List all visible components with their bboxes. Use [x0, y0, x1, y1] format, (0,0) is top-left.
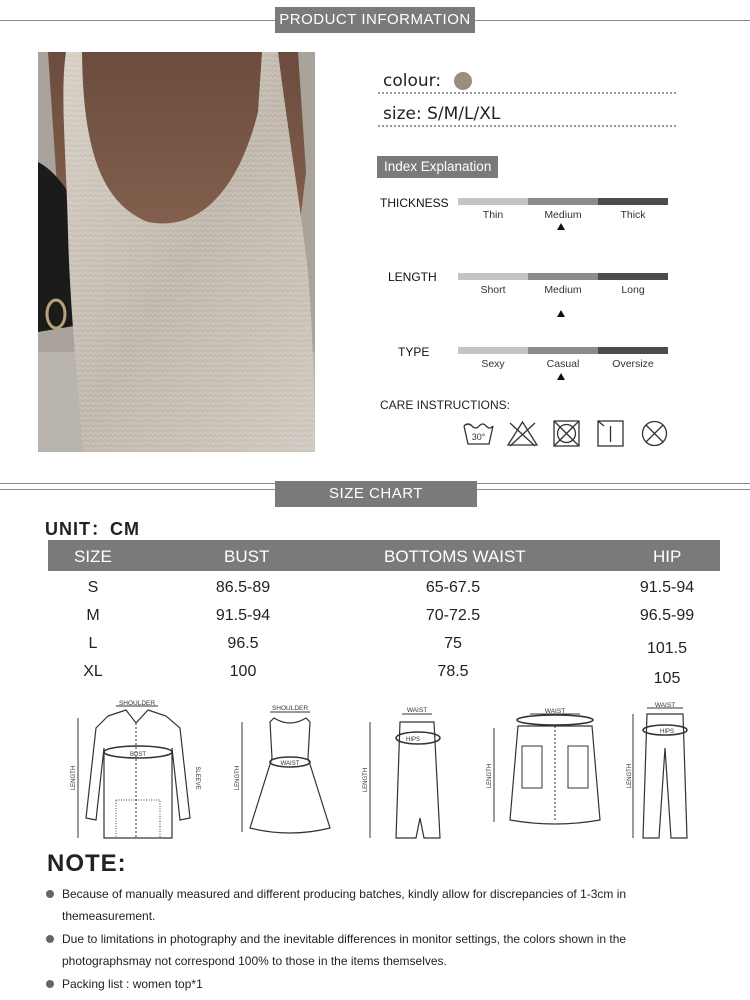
- size-row: [383, 104, 500, 124]
- table-row: [48, 635, 720, 663]
- type-bar: [458, 347, 668, 354]
- length-label-medium: Medium: [544, 284, 582, 296]
- note-text: Packing list : women top*1: [62, 977, 203, 991]
- size-divider: [378, 125, 676, 127]
- type-label-casual: Casual: [546, 358, 580, 370]
- skirt-diagram: [358, 698, 458, 848]
- length-title: LENGTH: [388, 270, 437, 284]
- cell-size: S: [87, 579, 99, 596]
- thickness-label-medium: Medium: [544, 209, 582, 221]
- colour-row: [383, 71, 472, 91]
- table-row: [48, 579, 720, 607]
- cell-size: L: [88, 635, 98, 652]
- colour-label: colour:: [383, 71, 442, 91]
- dress-shoulder-label: SHOULDER: [271, 705, 309, 712]
- thickness-labels: [458, 209, 668, 221]
- cell-bust: 100: [229, 663, 257, 680]
- skirt-hips-label: HIPS: [405, 737, 421, 743]
- length-labels: [458, 284, 668, 296]
- unit-label: UNIT：CM: [45, 519, 140, 539]
- cell-hip: 91.5-94: [639, 579, 695, 596]
- sleeve-label: SLEEVE: [194, 766, 200, 790]
- header-hip: HIP: [653, 547, 682, 566]
- wash-30-icon: [462, 418, 495, 448]
- pants-waist-label: WAIST: [654, 702, 676, 709]
- cell-waist: 75: [444, 635, 462, 652]
- length-label-long: Long: [621, 284, 645, 296]
- cell-hip: 96.5-99: [639, 607, 695, 624]
- skirt-length-label: LENGTH: [363, 767, 369, 793]
- cell-waist: 65-67.5: [425, 579, 481, 596]
- denim-length-label: LENGTH: [487, 763, 493, 789]
- type-label-sexy: Sexy: [481, 358, 505, 370]
- no-dry-clean-icon: [638, 418, 671, 448]
- thickness-title: THICKNESS: [380, 196, 449, 210]
- thickness-label-thin: Thin: [482, 209, 504, 221]
- cell-waist: 78.5: [437, 663, 469, 680]
- product-photo: [38, 52, 315, 452]
- header-bust: BUST: [224, 547, 270, 566]
- cell-bust: 91.5-94: [215, 607, 271, 624]
- denim-waist-label: WAIST: [544, 708, 566, 715]
- product-photo-illustration: [38, 52, 315, 452]
- colour-divider: [378, 92, 676, 94]
- index-explanation-label: Index Explanation: [377, 156, 498, 178]
- table-row: [48, 663, 720, 691]
- colour-swatch[interactable]: [454, 72, 472, 90]
- note-title: NOTE:: [47, 850, 127, 877]
- dress-length-label: LENGTH: [235, 765, 241, 791]
- cell-hip: 101.5: [646, 640, 688, 657]
- type-marker: [557, 373, 565, 380]
- length-bar: [458, 273, 668, 280]
- care-icons: [462, 418, 671, 448]
- size-label: size:: [383, 104, 422, 124]
- size-table-header: [48, 540, 720, 571]
- no-tumble-dry-icon: [550, 418, 583, 448]
- pants-length-label: LENGTH: [627, 763, 633, 789]
- note-item: [46, 928, 706, 972]
- pants-hips-label: HIPS: [659, 729, 675, 735]
- size-chart-banner: SIZE CHART: [275, 481, 477, 507]
- cell-waist: 70-72.5: [425, 607, 481, 624]
- jacket-diagram: [68, 698, 213, 848]
- thickness-label-thick: Thick: [620, 209, 646, 221]
- cell-bust: 96.5: [227, 635, 259, 652]
- pants-diagram: [625, 698, 695, 848]
- thickness-bar: [458, 198, 668, 205]
- cell-size: XL: [83, 663, 103, 680]
- care-instructions-title: CARE INSTRUCTIONS:: [380, 398, 511, 412]
- dress-diagram: [232, 698, 342, 848]
- length-label: LENGTH: [71, 765, 77, 791]
- note-bullet: [46, 890, 54, 898]
- note-item: [46, 973, 706, 995]
- note-bullet: [46, 935, 54, 943]
- shoulder-label: SHOULDER: [118, 700, 156, 707]
- note-bullet: [46, 980, 54, 988]
- type-labels: [458, 358, 668, 370]
- dress-waist-label: WAIST: [280, 761, 300, 767]
- no-bleach-icon: [506, 418, 539, 448]
- type-title: TYPE: [398, 345, 430, 359]
- type-label-oversize: Oversize: [612, 358, 654, 370]
- line-dry-icon: [594, 418, 627, 448]
- bust-label: BUST: [129, 752, 147, 758]
- denim-skirt-diagram: [480, 698, 610, 848]
- product-information-banner: PRODUCT INFORMATION: [275, 7, 475, 33]
- header-size: SIZE: [74, 547, 112, 566]
- note-text: Because of manually measured and different producing batches, kindly allow for discrepancies of 1-3cm in themeasurement.: [62, 887, 627, 923]
- cell-bust: 86.5-89: [215, 579, 271, 596]
- thickness-marker: [557, 223, 565, 230]
- cell-size: M: [86, 607, 100, 624]
- measurement-diagrams: [60, 698, 690, 848]
- cell-hip: 105: [653, 670, 681, 687]
- note-text: Due to limitations in photography and the inevitable differences in monitor settings, the colors shown in the photographsmay not correspond 100% to those in the items themselves.: [62, 932, 627, 968]
- table-row: [48, 607, 720, 635]
- wash-temp-label: 30°: [471, 432, 486, 442]
- length-label-short: Short: [480, 284, 506, 296]
- header-bottoms-waist: BOTTOMS WAIST: [384, 547, 526, 566]
- note-item: [46, 883, 706, 927]
- skirt-waist-label: WAIST: [406, 707, 428, 714]
- length-marker: [557, 310, 565, 317]
- size-value: S/M/L/XL: [427, 104, 501, 124]
